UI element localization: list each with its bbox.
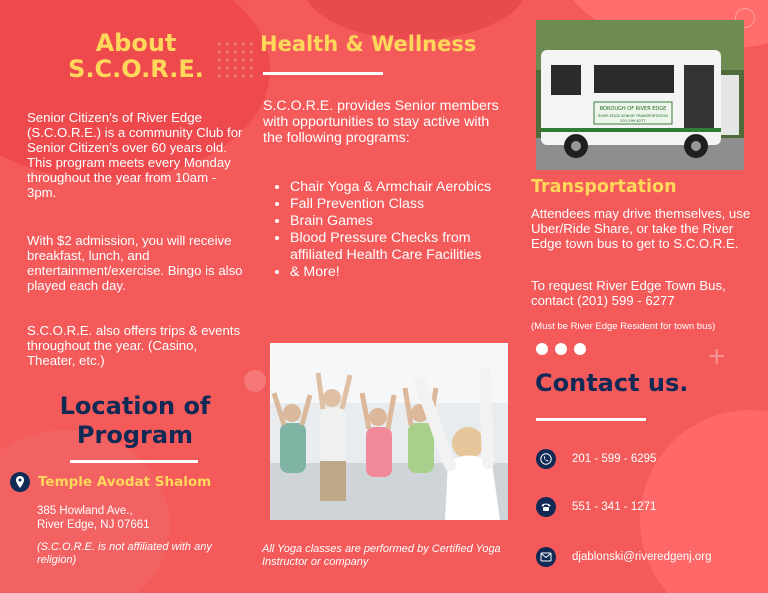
contact-row-phone <box>536 449 656 469</box>
address-line1: 385 Howland Ave., <box>37 505 133 517</box>
program-item: • & More! <box>290 264 518 281</box>
venue-name: Temple Avodat Shalom <box>38 474 212 490</box>
transportation-title: Transportation <box>531 177 677 197</box>
town-bus-photo <box>536 20 744 170</box>
contact-title: Contact us. <box>535 369 689 397</box>
contact-phone-2[interactable]: 551 - 341 - 1271 <box>572 501 657 513</box>
decor-plus-icon: + <box>708 340 726 373</box>
about-paragraph-2: With $2 admission, you will receive breakfast, lunch, and entertainment/exercise. Bingo is also played each day. <box>27 233 243 293</box>
venue-row <box>10 472 211 492</box>
decor-dot <box>574 343 586 355</box>
contact-underline <box>536 418 646 421</box>
contact-email[interactable]: djablonski@riveredgenj.org <box>572 551 712 563</box>
address-line2: River Edge, NJ 07661 <box>37 519 150 531</box>
location-underline <box>70 460 198 463</box>
decor-dot <box>555 343 567 355</box>
program-item: • Chair Yoga & Armchair Aerobics <box>290 179 518 196</box>
about-title <box>56 30 216 82</box>
bus-sign-text: BOROUGH OF RIVER EDGE <box>599 106 667 112</box>
program-item: • Blood Pressure Checks from affiliated Health Care Facilities <box>290 230 518 264</box>
contact-phone-1[interactable]: 201 - 599 - 6295 <box>572 453 657 465</box>
yoga-class-photo <box>270 343 508 520</box>
location-title-line1: Location of <box>59 392 211 420</box>
about-paragraph-3: S.C.O.R.E. also offers trips & events throughout the year. (Casino, Theater, etc.) <box>27 323 241 368</box>
health-intro: S.C.O.R.E. provides Senior members with opportunities to stay active with the following programs: <box>263 98 499 146</box>
decor-dots <box>215 40 255 80</box>
bus-sign-text: 201-599-6277 <box>620 119 646 123</box>
photo-caption: All Yoga classes are performed by Certified Yoga Instructor or company <box>262 543 501 568</box>
email-icon <box>536 547 556 567</box>
program-item: • Fall Prevention Class <box>290 196 518 213</box>
decor-dots-row <box>536 343 586 355</box>
contact-row-telephone <box>536 497 656 517</box>
decor-dot <box>536 343 548 355</box>
about-title-line2: S.C.O.R.E. <box>68 55 204 83</box>
phone-icon <box>536 449 556 469</box>
decor-circle <box>244 370 266 392</box>
program-list <box>268 179 518 281</box>
contact-row-email <box>536 547 712 567</box>
transportation-paragraph-2: To request River Edge Town Bus, contact (201) 599 - 6277 <box>531 278 726 308</box>
venue-address <box>37 504 150 532</box>
religion-note: (S.C.O.R.E. is not affiliated with any religion) <box>37 541 212 566</box>
location-pin-icon <box>10 472 30 492</box>
telephone-icon <box>536 497 556 517</box>
location-title <box>40 392 230 450</box>
health-underline <box>263 72 383 75</box>
about-paragraph-1: Senior Citizen’s of River Edge (S.C.O.R.E.) is a community Club for Senior Citizen’s over 60 years old. This program meets every Monday throughout the year from 10am - 3pm. <box>27 110 243 200</box>
town-bus-note: (Must be River Edge Resident for town bus) <box>531 321 716 332</box>
location-title-line2: Program <box>76 421 194 449</box>
transportation-paragraph-1: Attendees may drive themselves, use Uber/Ride Share, or take the River Edge town bus to get to S.C.O.R.E. <box>531 206 751 251</box>
about-title-line1: About <box>95 29 177 57</box>
health-title: Health & Wellness <box>260 32 477 56</box>
program-item: • Brain Games <box>290 213 518 230</box>
bus-sign-text: RIVER EDGE SENIOR TRANSPORTATION <box>597 114 669 118</box>
